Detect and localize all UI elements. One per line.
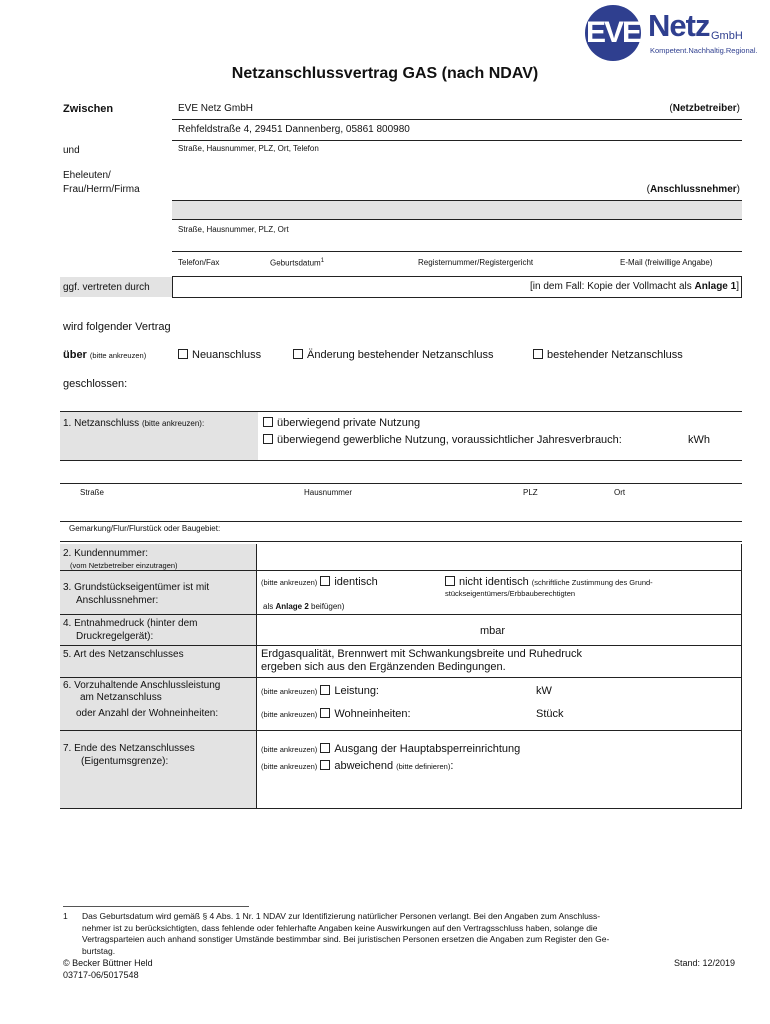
footnote-number: 1 <box>63 911 68 921</box>
parcel-label: Gemarkung/Flur/Flurstück oder Baugebiet: <box>69 524 221 533</box>
mbar-unit: mbar <box>480 625 506 637</box>
section5-text-1: Erdgasqualität, Brennwert mit Schwankungsbreite und Ruhedruck <box>261 648 583 660</box>
label-spouses: Eheleuten/ <box>63 170 111 181</box>
checkbox-new[interactable] <box>178 349 188 359</box>
document-number: 03717-06/5017548 <box>63 970 139 980</box>
operator-role: (Netzbetreiber) <box>669 103 740 114</box>
appendix-2-note: als Anlage 2 beifügen) <box>263 602 345 611</box>
section4-label-1: 4. Entnahmedruck (hinter dem <box>63 618 198 629</box>
checkbox-commercial[interactable] <box>263 434 273 444</box>
label-persons: Frau/Herrn/Firma <box>63 184 140 195</box>
option-existing-connection[interactable]: bestehender Netzanschluss <box>533 349 683 361</box>
checkbox-not-identical[interactable] <box>445 576 455 586</box>
kwh-unit: kWh <box>688 434 710 446</box>
section1-label: 1. Netzanschluss (bitte ankreuzen): <box>63 418 205 429</box>
section4-label-2: Druckregelgerät): <box>76 631 154 642</box>
kw-unit: kW <box>536 685 552 697</box>
checkbox-housing-units[interactable] <box>320 708 330 718</box>
checkbox-private[interactable] <box>263 417 273 427</box>
status-date: Stand: 12/2019 <box>673 958 735 968</box>
logo-tagline: Kompetent.Nachhaltig.Regional. <box>650 46 758 55</box>
birthdate-label: Geburtsdatum$^1$ <box>270 258 325 268</box>
customer-name-field[interactable] <box>172 201 742 219</box>
stueck-unit: Stück <box>536 708 564 720</box>
housenumber-label: Hausnummer <box>304 488 353 497</box>
option-deviating[interactable]: (bitte ankreuzen) abweichend (bitte definieren): <box>261 760 454 772</box>
section7-label-1: 7. Ende des Netzanschlusses <box>63 743 195 754</box>
section3-label-2: Anschlussnehmer: <box>76 595 159 606</box>
customer-number-field[interactable] <box>258 545 742 569</box>
address-hint: Straße, Hausnummer, PLZ, Ort, Telefon <box>178 144 319 153</box>
option-housing-units[interactable]: (bitte ankreuzen) Wohneinheiten: <box>261 708 411 720</box>
contract-ueber: über (bitte ankreuzen) <box>63 349 147 361</box>
footnote-text: Das Geburtsdatum wird gemäß § 4 Abs. 1 Nr. 1 NDAV zur Identifizierung natürlicher Personen verlangt. Bei den Angaben zum Anschluss- nehmer ist zu berücksichtigten, dass fehlende oder fehlerhafte Angaben keine Auswirkungen auf den Vertragsschluss haben, solange die Vertragsparteien auch anhand sonstiger Umstände bestimmbar sind. Bei juristischen Personen ersetzen die Angaben zum Register den Ge- burtstag. <box>82 911 610 956</box>
section5-text-2: ergeben sich aus den Ergänzenden Bedingungen. <box>261 661 506 673</box>
email-label: E-Mail (freiwillige Angabe) <box>620 258 713 267</box>
contract-concluded: geschlossen: <box>63 378 128 390</box>
checkbox-deviating[interactable] <box>320 760 330 770</box>
label-und: und <box>63 145 80 156</box>
customer-role: (Anschlussnehmer) <box>646 184 740 195</box>
checkbox-power[interactable] <box>320 685 330 695</box>
checkbox-existing[interactable] <box>533 349 543 359</box>
option-owner-not-identical[interactable]: nicht identisch (schriftliche Zustimmung des Grund- <box>445 576 653 588</box>
option-new-connection[interactable]: Neuanschluss <box>178 349 261 361</box>
operator-name: EVE Netz GmbH <box>178 103 254 114</box>
page-title: Netzanschlussvertrag GAS (nach NDAV) <box>231 65 539 82</box>
address-hint-2: Straße, Hausnummer, PLZ, Ort <box>178 225 289 234</box>
city-label: Ort <box>614 488 626 497</box>
section6-label-2: am Netzanschluss <box>80 692 162 703</box>
street-label: Straße <box>80 488 105 497</box>
option-private-use[interactable]: überwiegend private Nutzung <box>263 417 420 429</box>
section3-label-1: 3. Grundstückseigentümer ist mit <box>63 582 210 593</box>
checkbox-change[interactable] <box>293 349 303 359</box>
section2-label: 2. Kundennummer: <box>63 548 149 559</box>
section5-label: 5. Art des Netzanschlusses <box>63 649 184 660</box>
option-main-shutoff[interactable]: (bitte ankreuzen) Ausgang der Hauptabsperreinrichtung <box>261 743 521 755</box>
represented-label: ggf. vertreten durch <box>63 282 150 293</box>
operator-address: Rehfeldstraße 4, 29451 Dannenberg, 05861 800980 <box>178 124 410 135</box>
phone-label: Telefon/Fax <box>178 258 220 267</box>
contract-intro: wird folgender Vertrag <box>63 321 171 333</box>
label-zwischen: Zwischen <box>63 103 114 115</box>
zip-label: PLZ <box>523 488 538 497</box>
checkbox-identical[interactable] <box>320 576 330 586</box>
section6-label-3: oder Anzahl der Wohneinheiten: <box>76 708 219 719</box>
option-owner-identical[interactable]: (bitte ankreuzen) identisch <box>261 576 378 588</box>
section7-label-2: (Eigentumsgrenze): <box>81 756 169 767</box>
section6-label-1: 6. Vorzuhaltende Anschlussleistung <box>63 680 221 691</box>
checkbox-main-shutoff[interactable] <box>320 743 330 753</box>
copyright: © Becker Büttner Held <box>63 958 153 968</box>
option-commercial-use[interactable]: überwiegend gewerbliche Nutzung, voraussichtlicher Jahresverbrauch: <box>263 434 622 446</box>
eve-logo-mark: EVE <box>585 5 641 61</box>
not-identical-note: stückseigentümers/Erbbauberechtigten <box>445 589 576 598</box>
logo-word: Netz <box>648 8 710 43</box>
represented-note: [in dem Fall: Kopie der Vollmacht als Anlage 1] <box>530 281 739 292</box>
section2-hint: (vom Netzbetreiber einzutragen) <box>70 561 178 570</box>
option-change-connection[interactable]: Änderung bestehender Netzanschluss <box>293 349 494 361</box>
option-power[interactable]: (bitte ankreuzen) Leistung: <box>261 685 379 697</box>
logo-suffix: GmbH <box>711 30 743 42</box>
register-label: Registernummer/Registergericht <box>418 258 534 267</box>
